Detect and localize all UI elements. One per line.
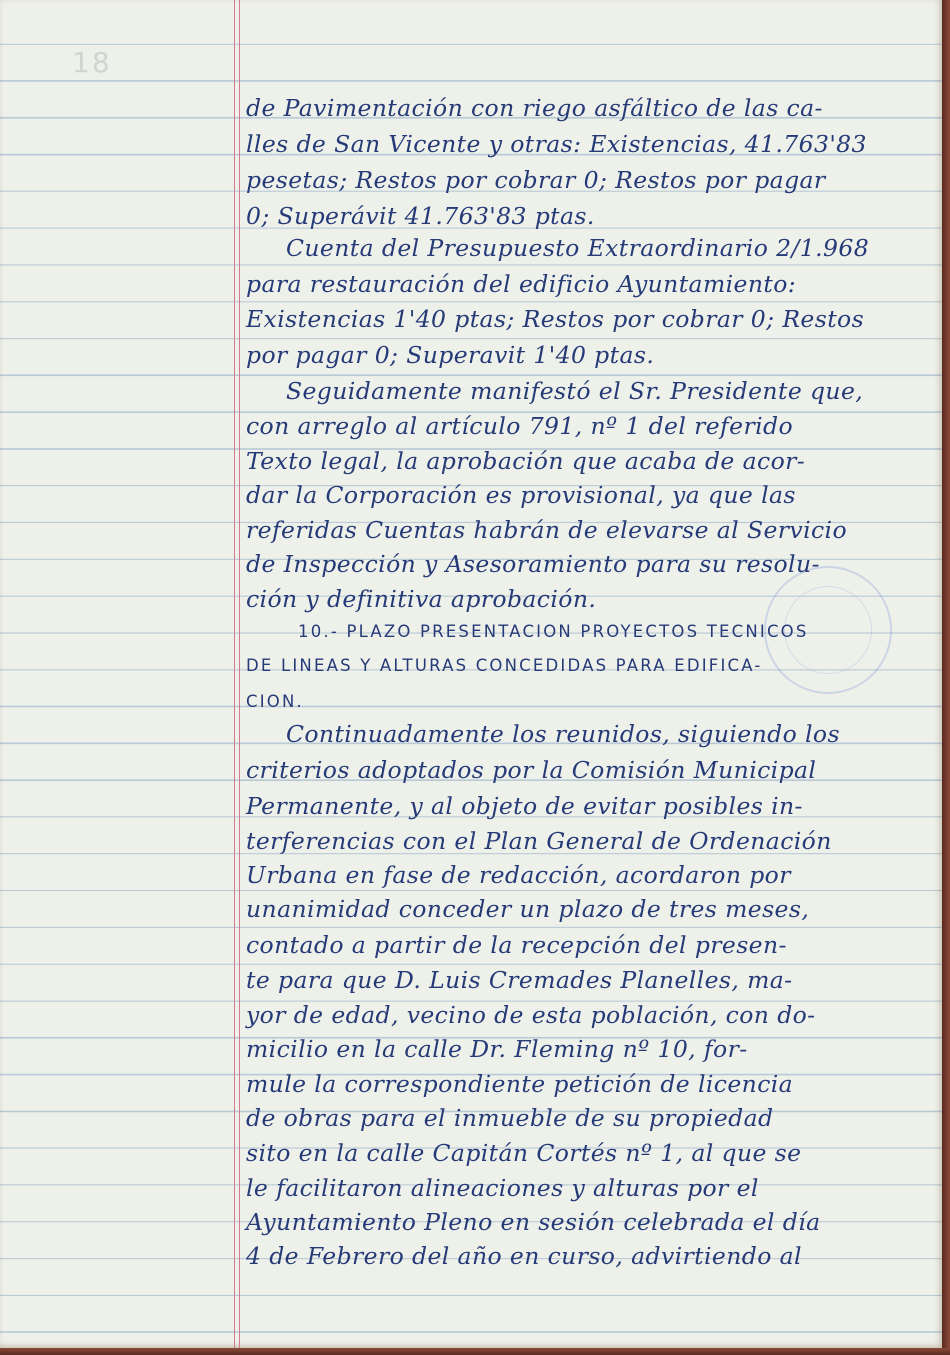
text-line: de obras para el inmueble de su propiedad	[246, 1104, 774, 1132]
text-line: Texto legal, la aprobación que acaba de acor-	[246, 447, 806, 475]
text-line: contado a partir de la recepción del presen-	[246, 931, 787, 959]
text-line: criterios adoptados por la Comisión Municipal	[246, 756, 817, 784]
text-line: con arreglo al artículo 791, nº 1 del referido	[246, 412, 794, 440]
text-line: le facilitaron alineaciones y alturas por el	[246, 1174, 759, 1202]
text-line: Existencias 1'40 ptas; Restos por cobrar 0; Restos	[246, 305, 865, 333]
text-line: sito en la calle Capitán Cortés nº 1, al que se	[246, 1139, 802, 1167]
section-heading: CION.	[246, 692, 304, 711]
text-line: pesetas; Restos por cobrar 0; Restos por pagar	[246, 166, 826, 194]
text-line: de Inspección y Asesoramiento para su resolu-	[246, 550, 820, 578]
margin-rule	[234, 0, 235, 1348]
text-line: Urbana en fase de redacción, acordaron por	[246, 861, 791, 889]
text-line: 0; Superávit 41.763'83 ptas.	[246, 202, 595, 230]
book-cover-edge	[942, 0, 950, 1355]
text-line: Continuadamente los reunidos, siguiendo los	[286, 720, 840, 748]
section-heading: 10.- PLAZO PRESENTACION PROYECTOS TECNICOS	[298, 622, 809, 641]
text-line: por pagar 0; Superavit 1'40 ptas.	[246, 341, 655, 369]
margin-rule	[239, 0, 240, 1348]
page-number: 18	[72, 46, 112, 79]
text-line: para restauración del edificio Ayuntamiento:	[246, 270, 797, 298]
text-line: Cuenta del Presupuesto Extraordinario 2/1.968	[286, 234, 870, 262]
section-heading: DE LINEAS Y ALTURAS CONCEDIDAS PARA EDIFICA-	[246, 656, 763, 675]
text-line: yor de edad, vecino de esta población, con do-	[246, 1001, 816, 1029]
text-line: terferencias con el Plan General de Ordenación	[246, 827, 832, 855]
text-line: unanimidad conceder un plazo de tres meses,	[246, 895, 810, 923]
text-line: referidas Cuentas habrán de elevarse al Servicio	[246, 516, 848, 544]
text-line: te para que D. Luis Cremades Planelles, ma-	[246, 966, 793, 994]
text-line: ción y definitiva aprobación.	[246, 585, 597, 613]
text-line: dar la Corporación es provisional, ya que las	[246, 481, 796, 509]
text-line: lles de San Vicente y otras: Existencias, 41.763'83	[246, 130, 867, 158]
text-line: micilio en la calle Dr. Fleming nº 10, for-	[246, 1035, 748, 1063]
text-line: Ayuntamiento Pleno en sesión celebrada el día	[246, 1208, 821, 1236]
text-line: mule la correspondiente petición de licencia	[246, 1070, 794, 1098]
text-line: 4 de Febrero del año en curso, advirtiendo al	[246, 1242, 802, 1270]
text-line: Seguidamente manifestó el Sr. Presidente que,	[286, 377, 864, 405]
book-cover-edge	[0, 1348, 950, 1355]
text-line: Permanente, y al objeto de evitar posibles in-	[246, 792, 803, 820]
text-line: de Pavimentación con riego asfáltico de las ca-	[246, 94, 823, 122]
